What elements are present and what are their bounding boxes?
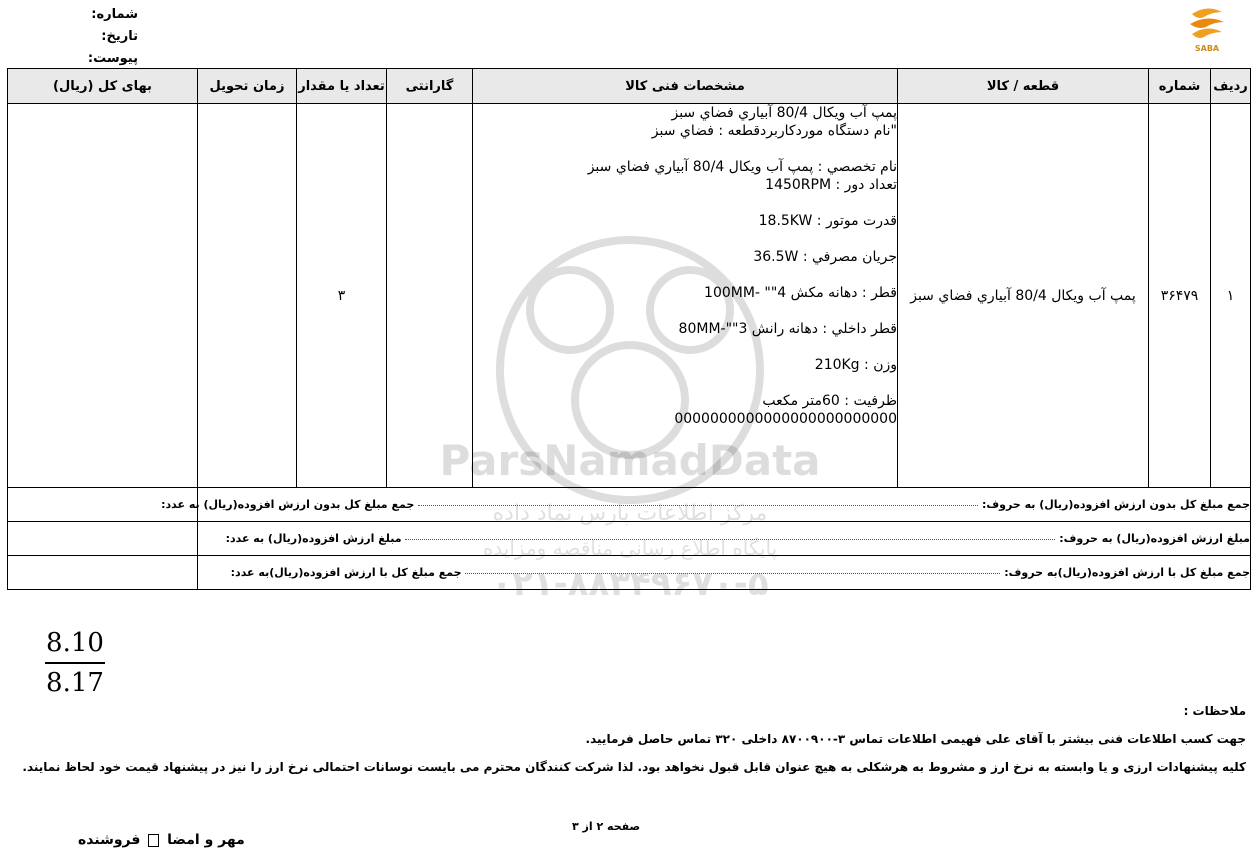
seller-label: فروشنده	[78, 832, 141, 848]
notes-title: ملاحظات :	[1183, 704, 1246, 718]
watermark-line1: مرکز اطلاعات پارس نماد داده	[492, 501, 768, 526]
date-label: تاریخ:	[101, 29, 138, 44]
watermark-phone: ۰۲۱-۸۸۳۴۹۶۷۰-۵	[491, 564, 769, 604]
company-logo	[1172, 2, 1242, 60]
fraction-top: 8.10	[46, 628, 104, 658]
summary-cell	[161, 488, 1251, 522]
col-quantity: تعداد یا مقدار	[297, 69, 387, 104]
fraction-bottom: 8.17	[46, 668, 104, 698]
quantity-cell: ۳	[297, 104, 387, 488]
fraction	[45, 628, 105, 698]
spec-line: قطر داخلي : دهانه رانش 80MM-""3	[678, 321, 897, 337]
summary-cell	[198, 522, 1251, 556]
spec-gap	[473, 194, 897, 212]
part-name: پمپ آب ویکال 80/4 آبیاري فضاي سبز	[898, 104, 1149, 488]
spec-line: قطر : دهانه مکش 100MM- ""4	[704, 285, 897, 301]
attachment-label: پیوست:	[87, 51, 138, 66]
summary-words-label: مبلغ ارزش افزوده(ریال) به حروف:	[1059, 532, 1250, 545]
row-number: ۱	[1211, 104, 1251, 488]
spec-gap	[473, 302, 897, 320]
spec-line: نام تخصصي : پمپ آب ویکال 80/4 آبیاري فضاي سبز	[587, 159, 897, 175]
dotted-line	[405, 539, 1055, 540]
delivery-cell	[198, 104, 297, 488]
spec-gap	[473, 230, 897, 248]
watermark-line2: پایگاه اطلاع رسانی مناقصه ومزایده	[482, 536, 778, 560]
table-header-row	[8, 69, 1251, 104]
page-number: صفحه ۲ از ۳	[572, 820, 641, 833]
summary-row	[8, 488, 1251, 522]
spec-line: وزن : 210Kg	[814, 357, 897, 373]
item-number: ۳۶۴۷۹	[1149, 104, 1211, 488]
spec-line: ظرفیت : 60متر مکعب	[762, 393, 897, 409]
col-row: ردیف	[1211, 69, 1251, 104]
spec-gap	[473, 266, 897, 284]
col-specs: مشخصات فنی کالا	[473, 69, 898, 104]
logo-text: SABA	[1194, 44, 1220, 53]
spec-line: "نام دستگاه موردکاربردقطعه : فضاي سبز	[651, 123, 897, 139]
spec-line: قدرت موتور : 18.5KW	[758, 213, 897, 229]
col-warranty: گارانتی	[387, 69, 473, 104]
spec-gap	[473, 374, 897, 392]
col-part: قطعه / کالا	[898, 69, 1149, 104]
watermark-brand: ParsNamadData	[439, 436, 821, 485]
sign-label: مهر و امضا	[167, 832, 245, 848]
checkbox-icon	[148, 834, 159, 847]
saba-logo-icon	[1182, 2, 1232, 44]
col-number: شماره	[1149, 69, 1211, 104]
signature-line	[78, 832, 245, 848]
summary-value-cell	[8, 556, 198, 590]
summary-cell	[198, 556, 1251, 590]
summary-figures-label: مبلغ ارزش افزوده(ریال) به عدد:	[225, 532, 402, 545]
spec-gap	[473, 140, 897, 158]
spec-gap	[473, 338, 897, 356]
items-table	[7, 68, 1251, 590]
summary-words-label: جمع مبلغ کل با ارزش افزوده(ریال)به حروف:	[1004, 566, 1250, 579]
col-total-price: بهای کل (ریال)	[8, 69, 198, 104]
spec-line: پمپ آب ویکال 80/4 آبیاري فضاي سبز	[671, 105, 897, 121]
dotted-line	[418, 505, 978, 506]
spec-lines	[473, 104, 897, 428]
summary-figures-label: جمع مبلغ کل با ارزش افزوده(ریال)به عدد:	[230, 566, 462, 579]
notes-line2: کلیه پیشنهادات ارزی و یا وابسته به نرخ ارز و مشروط به هرشکلی به هیچ عنوان قابل قبول نخواهد بود. لذا شرکت کنندگان محترم می بایست نوسانات احتمالی نرخ ارز را نیز در پیشنهاد قیمت خود لحاظ نمایند.	[22, 760, 1246, 774]
total-price-cell	[8, 104, 198, 488]
spec-cell	[473, 104, 898, 488]
notes-line1: جهت کسب اطلاعات فنی بیشتر با آقای علی فهیمی اطلاعات تماس ۳-۸۷۰۰۹۰۰ داخلی ۳۲۰ تماس حاصل فرمایید.	[585, 732, 1246, 746]
dotted-line	[465, 573, 1000, 574]
document-header-fields	[88, 4, 138, 70]
table-row	[8, 104, 1251, 488]
summary-words-label: جمع مبلغ کل بدون ارزش افزوده(ریال) به حروف:	[981, 498, 1250, 511]
col-delivery: زمان تحویل	[198, 69, 297, 104]
spec-line: 0000000000000000000000000	[674, 411, 897, 427]
summary-value-cell	[8, 522, 198, 556]
spec-line: جریان مصرفي : 36.5W	[753, 249, 897, 265]
summary-row	[8, 522, 1251, 556]
warranty-cell	[387, 104, 473, 488]
summary-figures-label: جمع مبلغ کل بدون ارزش افزوده(ریال) به عدد:	[161, 498, 415, 511]
number-label: شماره:	[91, 7, 138, 22]
summary-row	[8, 556, 1251, 590]
notes-section	[22, 704, 1246, 788]
fraction-bar	[45, 662, 105, 664]
spec-line: تعداد دور : 1450RPM	[765, 177, 897, 193]
